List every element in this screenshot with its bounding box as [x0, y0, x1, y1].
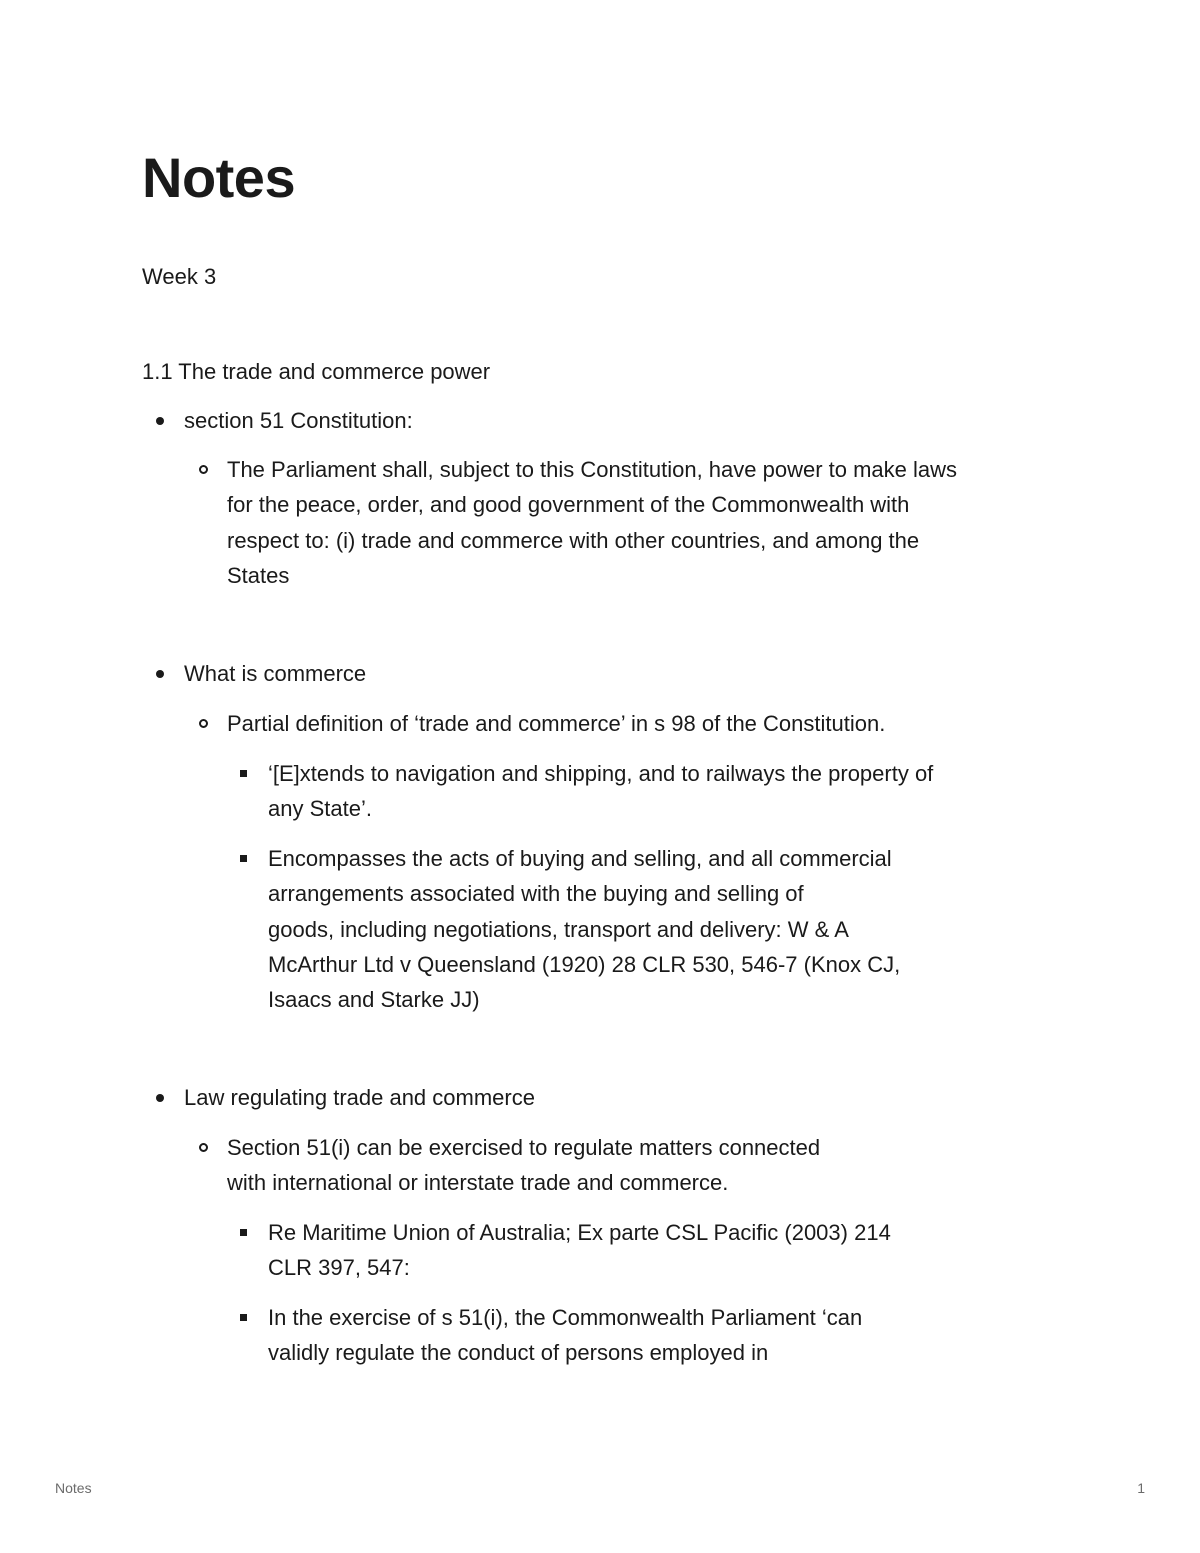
list-item-constitution-quote — [227, 452, 1077, 593]
page-title: Notes — [142, 146, 296, 209]
text-line: In the exercise of s 51(i), the Commonwealth Parliament ‘can — [268, 1305, 863, 1330]
list-item-label: What is commerce — [184, 661, 367, 686]
bullet-disc-icon — [156, 417, 164, 425]
list-item-what-is-commerce — [184, 656, 366, 691]
list-item-exercise — [268, 1300, 862, 1371]
quote-line: States — [227, 562, 290, 588]
text-line: with international or interstate trade and commerce. — [227, 1170, 729, 1196]
text-line: arrangements associated with the buying and selling of — [268, 881, 804, 907]
text-line: CLR 397, 547: — [268, 1255, 410, 1281]
text-line: Isaacs and Starke JJ) — [268, 987, 480, 1013]
quote-line: for the peace, order, and good government of the Commonwealth with — [227, 492, 910, 518]
bullet-disc-icon — [156, 670, 164, 678]
quote-line: The Parliament shall, subject to this Constitution, have power to make laws — [227, 457, 958, 482]
list-item-encompasses — [268, 841, 900, 1017]
bullet-square-icon — [240, 1229, 247, 1236]
bullet-circle-icon — [199, 719, 208, 728]
list-item-label: Partial definition of ‘trade and commerce’ in s 98 of the Constitution. — [227, 711, 886, 736]
list-item-section-51 — [184, 403, 413, 438]
bullet-circle-icon — [199, 1143, 208, 1152]
footer-label: Notes — [55, 1480, 92, 1496]
bullet-square-icon — [240, 855, 247, 862]
text-line: validly regulate the conduct of persons employed in — [268, 1340, 769, 1366]
list-item-partial-definition — [227, 706, 1077, 741]
text-line: Section 51(i) can be exercised to regulate matters connected — [227, 1135, 821, 1160]
bullet-disc-icon — [156, 1094, 164, 1102]
list-item-law-regulating — [184, 1080, 535, 1115]
text-line: McArthur Ltd v Queensland (1920) 28 CLR 530, 546-7 (Knox CJ, — [268, 951, 901, 977]
text-line: Encompasses the acts of buying and selling, and all commercial — [268, 846, 892, 871]
bullet-circle-icon — [199, 465, 208, 474]
list-item-label: Law regulating trade and commerce — [184, 1085, 535, 1110]
list-item-section-51i — [227, 1130, 1077, 1201]
section-heading: 1.1 The trade and commerce power — [142, 359, 491, 384]
text-line: Re Maritime Union of Australia; Ex parte CSL Pacific (2003) 214 — [268, 1220, 891, 1245]
list-item-label: section 51 Constitution: — [184, 408, 413, 433]
bullet-square-icon — [240, 770, 247, 777]
list-item-maritime-union — [268, 1215, 891, 1286]
text-line: goods, including negotiations, transport and delivery: W & A — [268, 916, 849, 942]
text-line: any State’. — [268, 796, 372, 822]
text-line: ‘[E]xtends to navigation and shipping, and to railways the property of — [268, 761, 934, 786]
page-number: 1 — [1137, 1480, 1145, 1496]
document-subtitle: Week 3 — [142, 264, 217, 289]
list-item-extends — [268, 756, 933, 827]
quote-line: respect to: (i) trade and commerce with other countries, and among the — [227, 527, 920, 553]
bullet-square-icon — [240, 1314, 247, 1321]
